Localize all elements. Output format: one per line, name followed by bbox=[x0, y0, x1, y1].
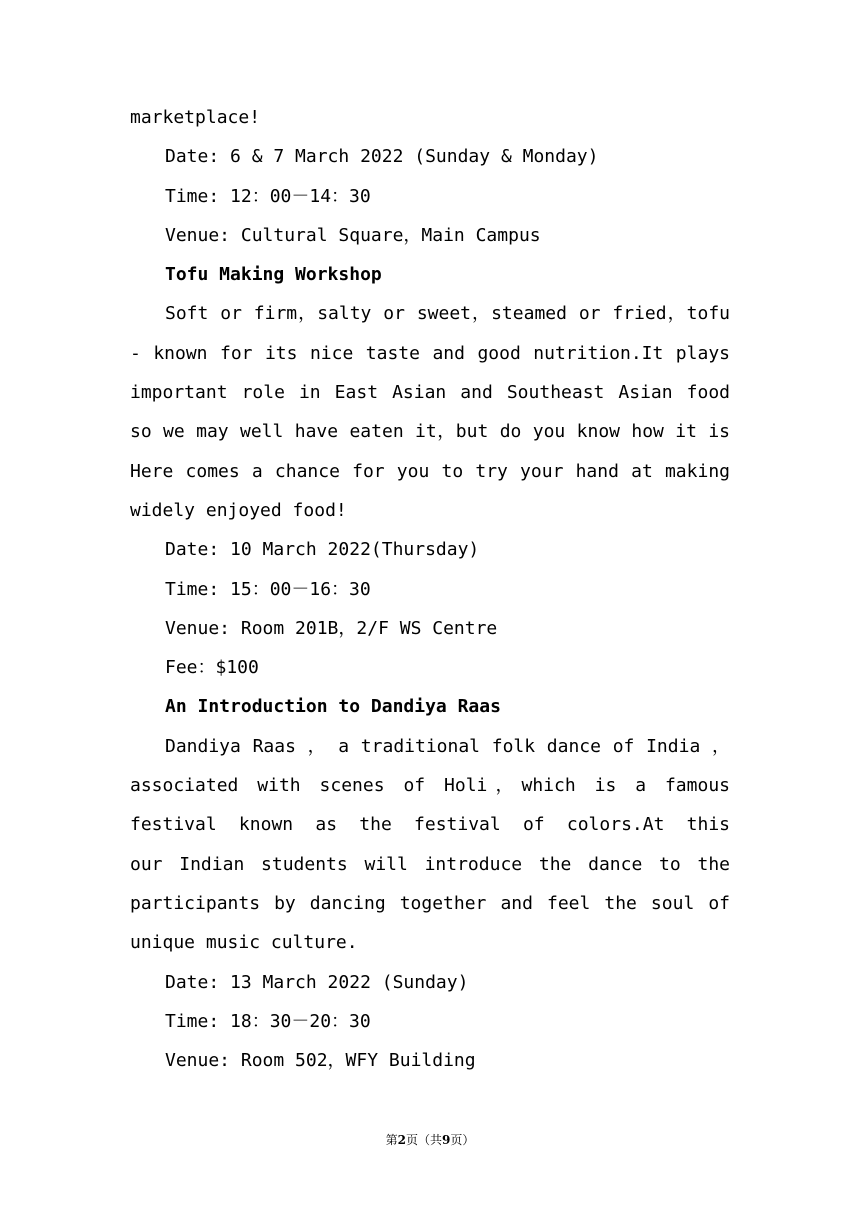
paragraph-line: marketplace! bbox=[130, 107, 261, 128]
event-fee: Fee：$100 bbox=[165, 657, 259, 679]
event-venue: Venue: Cultural Square，Main Campus bbox=[165, 224, 541, 246]
paragraph-line: so we may well have eaten it，but do you know how it is bbox=[130, 421, 730, 443]
section-heading-dandiya: An Introduction to Dandiya Raas bbox=[165, 696, 501, 718]
paragraph-line: our Indian students will introduce the dance to the bbox=[130, 853, 730, 875]
paragraph-line: associated with scenes of Holi，which is a famous bbox=[130, 775, 730, 797]
paragraph-line: Here comes a chance for you to try your hand at making bbox=[130, 460, 730, 482]
paragraph-line: unique music culture. bbox=[130, 932, 358, 954]
paragraph-line: participants by dancing together and feel the soul of bbox=[130, 892, 730, 914]
event-time: Time: 15：00－16：30 bbox=[165, 578, 371, 600]
event-time: Time: 12：00－14：30 bbox=[165, 185, 371, 207]
event-venue: Venue: Room 201B，2/F WS Centre bbox=[165, 617, 498, 639]
paragraph-line: festival known as the festival of colors.At this bbox=[130, 814, 730, 836]
event-time: Time: 18：30－20：30 bbox=[165, 1010, 371, 1032]
event-date: Date: 6 & 7 March 2022 (Sunday & Monday) bbox=[165, 146, 599, 168]
event-date: Date: 10 March 2022(Thursday) bbox=[165, 539, 480, 561]
paragraph-line: Dandiya Raas ， a traditional folk dance of India ， bbox=[165, 735, 730, 757]
footer-middle: 页（共 bbox=[405, 1133, 442, 1147]
paragraph-line: - known for its nice taste and good nutrition.It plays bbox=[130, 342, 730, 364]
footer-total-pages: 9 bbox=[442, 1133, 451, 1147]
event-venue: Venue: Room 502，WFY Building bbox=[165, 1050, 476, 1072]
page-footer bbox=[0, 1131, 860, 1148]
footer-prefix: 第 bbox=[385, 1133, 398, 1147]
paragraph-line: Soft or firm，salty or sweet，steamed or fried，tofu bbox=[165, 303, 730, 325]
section-heading-tofu: Tofu Making Workshop bbox=[165, 264, 382, 286]
footer-page-number: 2 bbox=[397, 1133, 406, 1147]
event-date: Date: 13 March 2022 (Sunday) bbox=[165, 971, 469, 993]
document-body bbox=[130, 100, 730, 1082]
footer-suffix: 页） bbox=[450, 1133, 475, 1147]
paragraph-line: important role in East Asian and Southeast Asian food bbox=[130, 382, 730, 404]
paragraph-line: widely enjoyed food! bbox=[130, 499, 347, 521]
